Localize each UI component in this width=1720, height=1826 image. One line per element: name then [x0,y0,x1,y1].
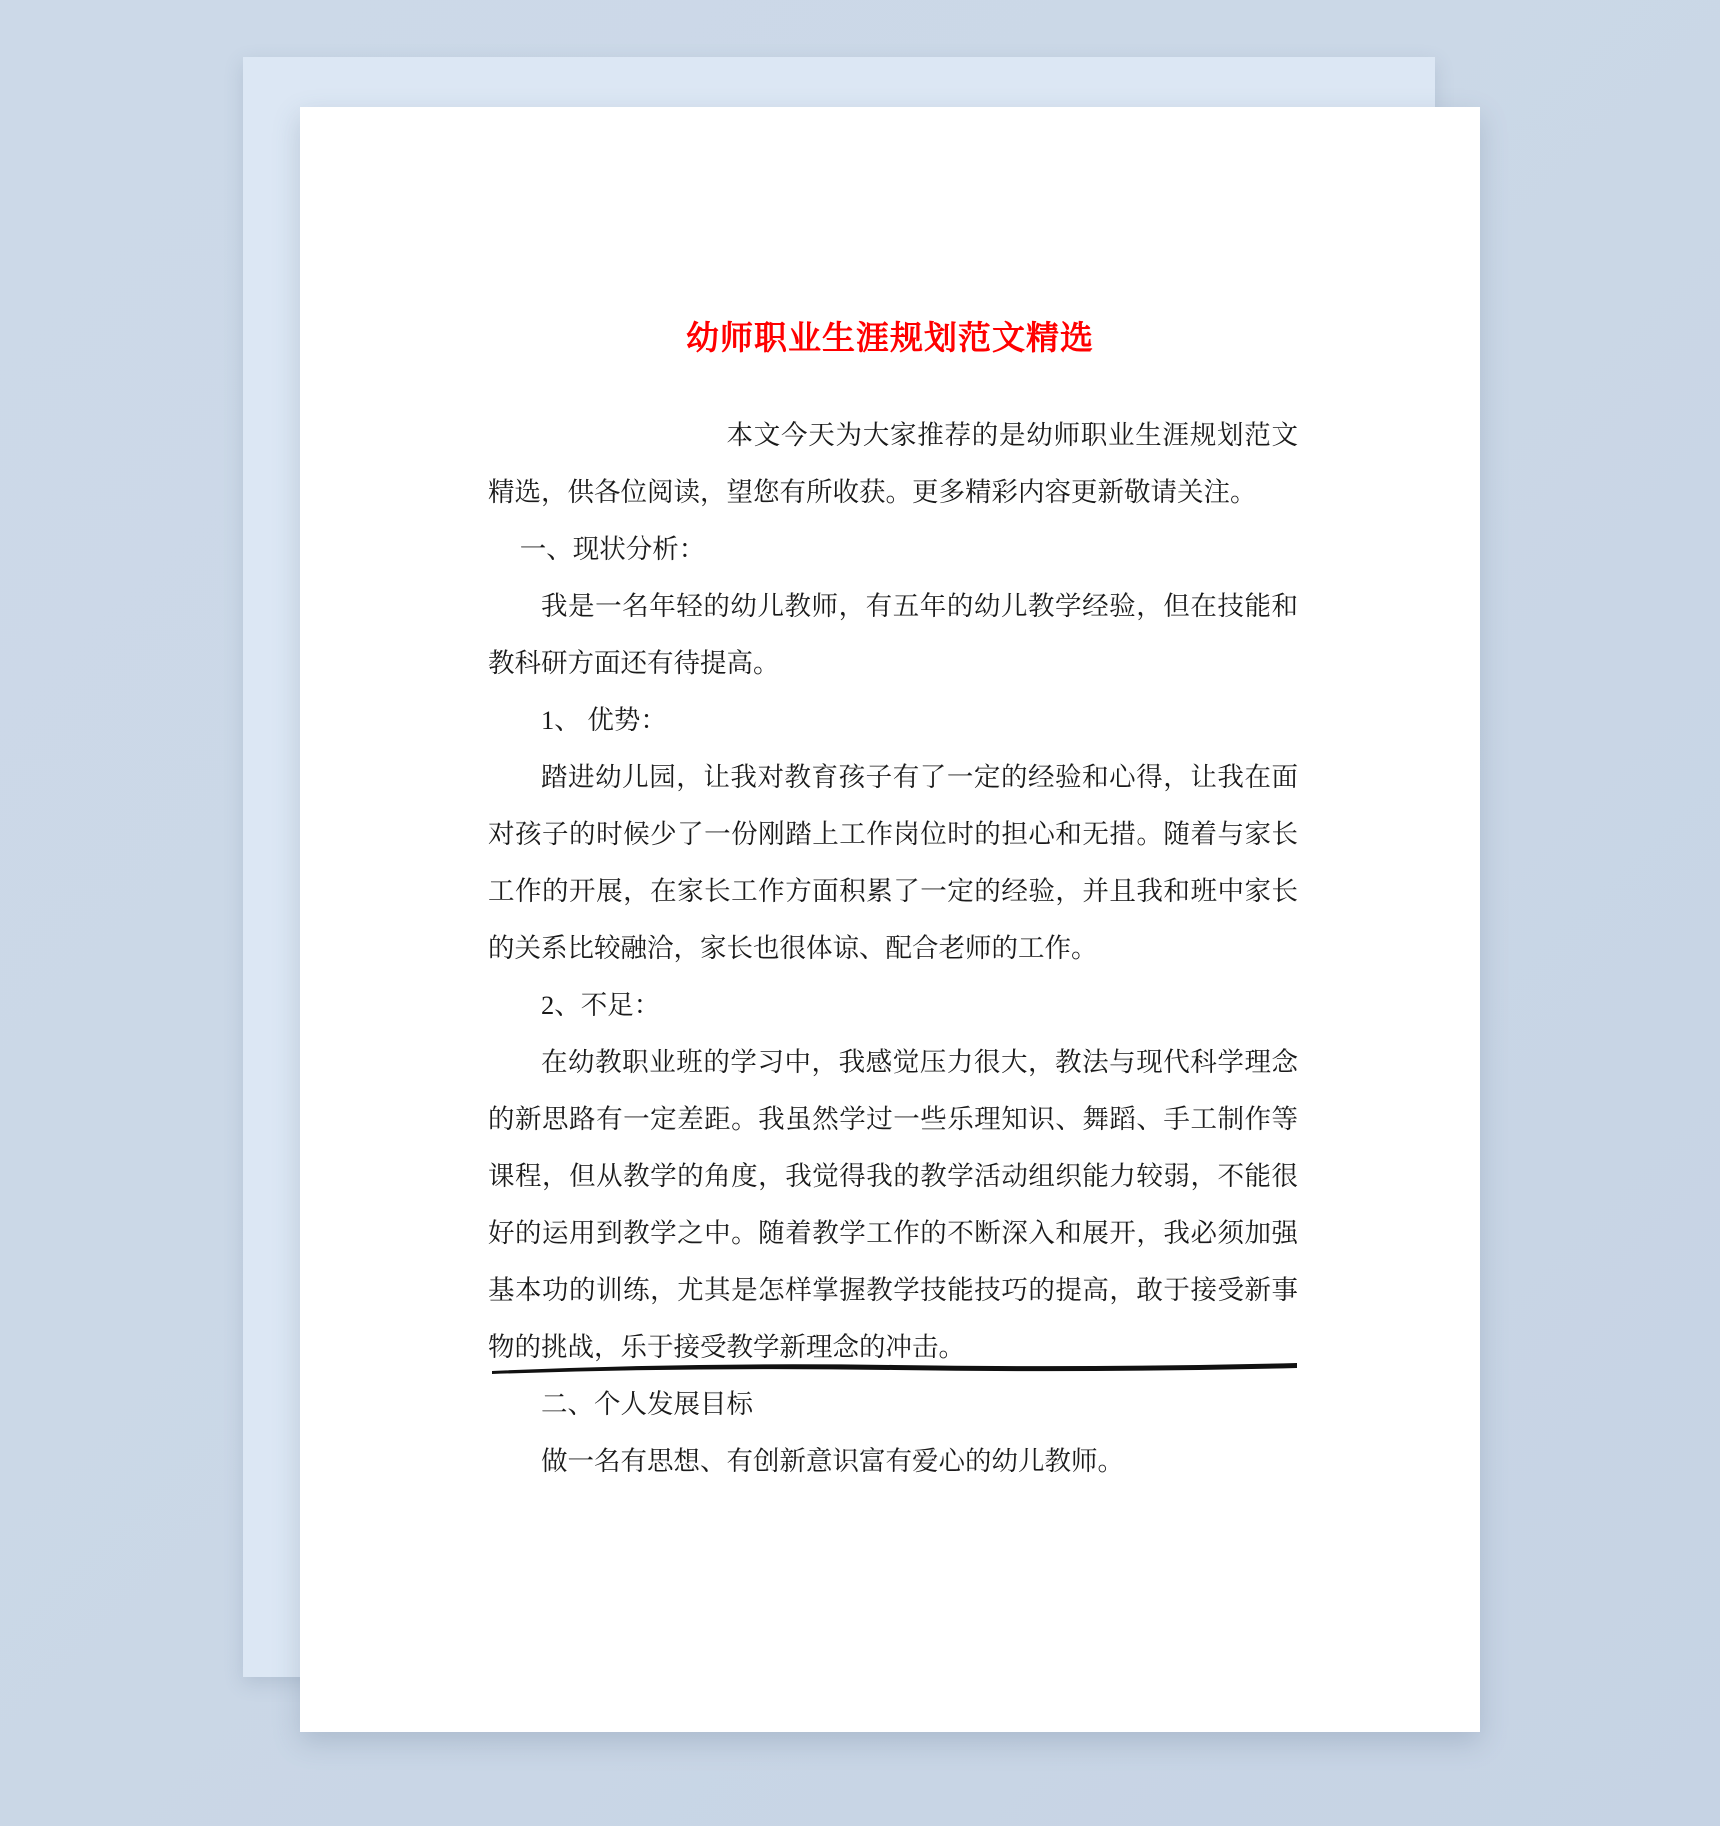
paragraph-goal: 做一名有思想、有创新意识富有爱心的幼儿教师。 [541,1446,1124,1476]
heading-shortcomings: 2、不足： [541,990,661,1020]
heading-section-2: 二、个人发展目标 [541,1389,753,1419]
paragraph-shortcomings: 在幼教职业班的学习中，我感觉压力很大，教法与现代科学理念的新思路有一定差距。我虽然学过一些乐理知识、舞蹈、手工制作等课程，但从教学的角度，我觉得我的教学活动组织能力较弱，不能很好的运用到教学之中。随着教学工作的不断深入和展开，我必须加强基本功的训练，尤其是怎样掌握教学技能技巧的提高，敢于接受新事物的挑战，乐于接受教学新理念的冲击。 [488,1047,1298,1362]
document-content [300,107,1480,1732]
document-body [488,407,1298,1490]
paragraph-intro: 本文今天为大家推荐的是幼师职业生涯规划范文精选，供各位阅读，望您有所收获。更多精彩内容更新敬请关注。 [488,420,1298,507]
brush-divider [492,1362,1297,1372]
heading-advantages: 1、 优势： [541,705,667,735]
heading-section-1: 一、现状分析： [519,534,706,564]
paragraph-current-status: 我是一名年轻的幼儿教师，有五年的幼儿教学经验，但在技能和教科研方面还有待提高。 [488,591,1298,678]
document-title: 幼师职业生涯规划范文精选 [686,321,1094,357]
document-page [300,107,1480,1732]
paragraph-advantages: 踏进幼儿园，让我对教育孩子有了一定的经验和心得，让我在面对孩子的时候少了一份刚踏上工作岗位时的担心和无措。随着与家长工作的开展，在家长工作方面积累了一定的经验，并且我和班中家长的关系比较融洽，家长也很体谅、配合老师的工作。 [488,762,1298,963]
